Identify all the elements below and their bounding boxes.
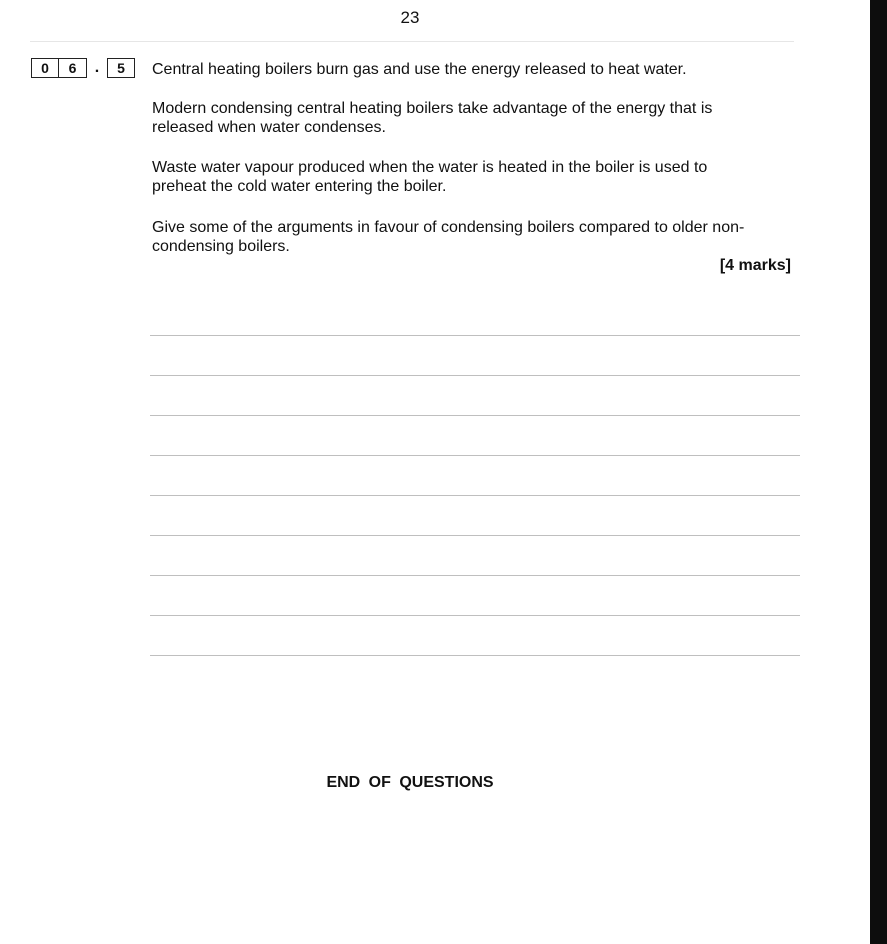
answer-line[interactable] [150,415,800,416]
question-paragraph: Central heating boilers burn gas and use the energy released to heat water. [152,61,687,78]
question-paragraph: Give some of the arguments in favour of condensing boilers compared to older non-condensing boilers. [152,219,745,255]
answer-line[interactable] [150,375,800,376]
question-digit-box: 0 [31,58,59,78]
answer-line[interactable] [150,655,800,656]
answer-area[interactable] [150,335,800,695]
question-digit-box: 6 [59,58,87,78]
page-edge-shadow [870,0,887,944]
question-separator: . [94,59,100,76]
question-number [31,58,135,78]
answer-line[interactable] [150,535,800,536]
answer-line[interactable] [150,335,800,336]
answer-line[interactable] [150,495,800,496]
end-of-questions: END OF QUESTIONS [326,774,494,791]
question-paragraph: Waste water vapour produced when the water is heated in the boiler is used to preheat the cold water entering the boiler. [152,159,708,195]
header-divider [30,41,794,42]
answer-line[interactable] [150,575,800,576]
question-part-box: 5 [107,58,135,78]
answer-line[interactable] [150,455,800,456]
answer-line[interactable] [150,615,800,616]
question-paragraph: Modern condensing central heating boilers take advantage of the energy that is released when water condenses. [152,100,713,136]
marks-label: [4 marks] [719,257,791,274]
page-number: 23 [400,8,420,27]
